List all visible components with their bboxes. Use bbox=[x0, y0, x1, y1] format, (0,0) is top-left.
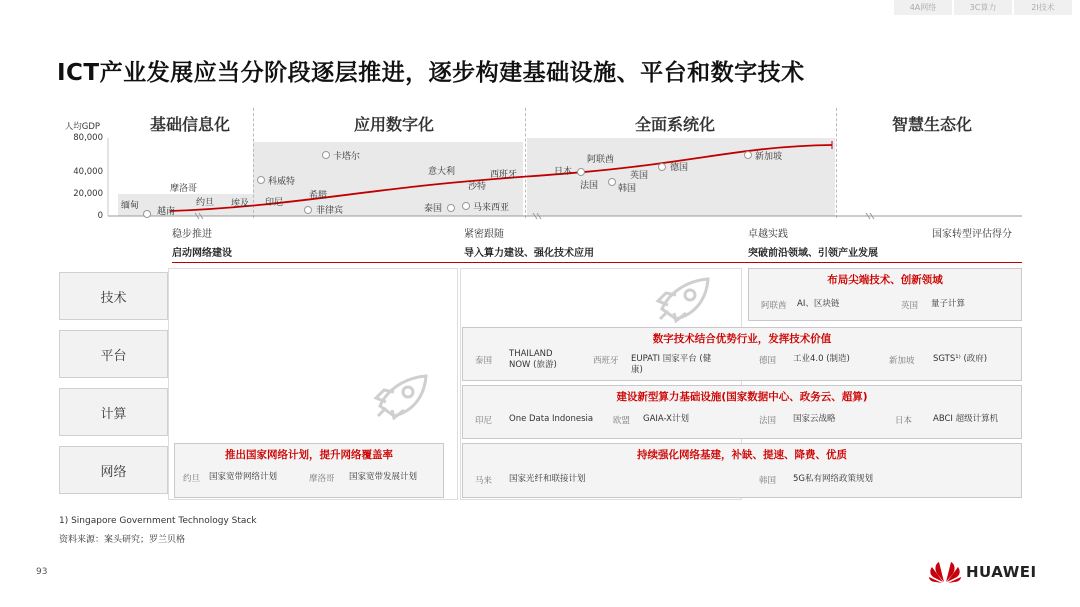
country-dot bbox=[744, 151, 752, 159]
network-right-country-1: 马来 bbox=[475, 476, 493, 486]
huawei-logo-icon bbox=[928, 558, 962, 584]
platform-country-2: 西班牙 bbox=[593, 356, 619, 366]
country-vietnam: 越南 bbox=[157, 207, 176, 217]
country-morocco: 摩洛哥 bbox=[170, 184, 198, 194]
footnote: 1) Singapore Government Technology Stack bbox=[59, 516, 257, 526]
row-header-platform: 平台 bbox=[59, 330, 168, 378]
tech-country-2: 英国 bbox=[901, 301, 919, 311]
y-tick-80000: 80,000 bbox=[73, 133, 103, 143]
compute-item-3: 国家云战略 bbox=[793, 414, 836, 424]
network-left-item-2: 国家宽带发展计划 bbox=[349, 472, 418, 482]
country-kuwait: 科威特 bbox=[268, 177, 296, 187]
tech-item-1: AI、区块链 bbox=[797, 299, 840, 309]
phase-application: 应用数字化 bbox=[353, 115, 434, 134]
compute-item-2: GAIA-X计划 bbox=[643, 414, 690, 424]
stage-1-label: 稳步推进 bbox=[172, 229, 212, 240]
country-dot bbox=[304, 206, 312, 214]
row-header-network: 网络 bbox=[59, 446, 168, 494]
row-header-tech: 技术 bbox=[59, 272, 168, 320]
stage-1-desc: 启动网络建设 bbox=[172, 248, 232, 259]
y-axis-label: 人均GDP bbox=[64, 122, 100, 132]
country-dot bbox=[143, 210, 151, 218]
country-dot bbox=[257, 176, 265, 184]
country-indonesia: 印尼 bbox=[265, 198, 284, 208]
y-tick-20000: 20,000 bbox=[73, 189, 103, 199]
country-japan: 日本 bbox=[554, 167, 573, 177]
stage-3-desc: 突破前沿领域、引领产业发展 bbox=[748, 248, 878, 259]
network-right-box bbox=[462, 443, 1022, 498]
tech-box-head: 布局尖端技术、创新领域 bbox=[827, 274, 943, 286]
country-thailand: 泰国 bbox=[424, 204, 443, 214]
platform-item-2: EUPATI 国家平台 (健康) bbox=[631, 354, 712, 375]
platform-country-4: 新加坡 bbox=[889, 356, 915, 366]
stage-2-label: 紧密跟随 bbox=[464, 229, 504, 240]
network-right-head: 持续强化网络基建，补缺、提速、降费、优质 bbox=[637, 449, 847, 461]
country-dot bbox=[462, 202, 470, 210]
tech-box bbox=[748, 268, 1022, 321]
source-note: 资料来源：案头研究；罗兰贝格 bbox=[59, 535, 186, 545]
platform-item-3: 工业4.0 (制造) bbox=[793, 354, 850, 364]
network-left-item-1: 国家宽带网络计划 bbox=[209, 472, 278, 482]
network-left-head: 推出国家网络计划，提升网络覆盖率 bbox=[225, 449, 393, 461]
country-malaysia: 马来西亚 bbox=[473, 203, 510, 213]
platform-item-4: SGTS¹⁾ (政府) bbox=[933, 354, 988, 364]
country-jordan: 约旦 bbox=[196, 198, 215, 208]
country-germany: 德国 bbox=[670, 163, 689, 173]
row-header-compute: 计算 bbox=[59, 388, 168, 436]
platform-item-1: THAILAND NOW (旅游) bbox=[509, 349, 557, 370]
score-label: 国家转型评估得分 bbox=[932, 229, 1012, 240]
country-uk: 英国 bbox=[630, 171, 649, 181]
y-tick-40000: 40,000 bbox=[73, 167, 103, 177]
red-divider bbox=[172, 262, 1022, 263]
platform-box bbox=[462, 327, 1022, 381]
tab-4a-network[interactable]: 4A网络 bbox=[894, 0, 952, 15]
country-dot bbox=[322, 151, 330, 159]
network-right-item-1: 国家光纤和联接计划 bbox=[509, 474, 586, 484]
tech-country-1: 阿联酋 bbox=[761, 301, 787, 311]
country-egypt: 埃及 bbox=[231, 199, 250, 209]
country-spain: 西班牙 bbox=[490, 170, 518, 180]
country-qatar: 卡塔尔 bbox=[333, 152, 361, 162]
stage-3-label: 卓越实践 bbox=[748, 229, 788, 240]
page-number: 93 bbox=[36, 567, 48, 577]
network-right-item-2: 5G私有网络政策规划 bbox=[793, 474, 873, 484]
compute-country-3: 法国 bbox=[759, 416, 777, 426]
country-singapore: 新加坡 bbox=[755, 152, 783, 162]
compute-country-2: 欧盟 bbox=[613, 416, 631, 426]
country-saudi: 沙特 bbox=[468, 182, 487, 192]
page-title: ICT产业发展应当分阶段逐层推进，逐步构建基础设施、平台和数字技术 bbox=[57, 60, 805, 86]
compute-item-1: One Data Indonesia bbox=[509, 414, 594, 424]
compute-box bbox=[462, 385, 1022, 439]
country-korea: 韩国 bbox=[618, 184, 637, 194]
brand-name: HUAWEI bbox=[966, 563, 1037, 581]
country-philippines: 菲律宾 bbox=[316, 206, 344, 216]
network-left-country-1: 约旦 bbox=[183, 474, 201, 484]
compute-item-4: ABCI 超级计算机 bbox=[933, 414, 999, 424]
platform-box-head: 数字技术结合优势行业，发挥技术价值 bbox=[652, 333, 832, 345]
country-france: 法国 bbox=[580, 181, 599, 191]
compute-country-4: 日本 bbox=[895, 416, 913, 426]
country-myanmar: 缅甸 bbox=[121, 201, 140, 211]
network-left-country-2: 摩洛哥 bbox=[309, 474, 335, 484]
country-dot bbox=[447, 204, 455, 212]
platform-country-3: 德国 bbox=[759, 356, 777, 366]
tab-2i-tech[interactable]: 2I技术 bbox=[1014, 0, 1072, 15]
country-greece: 希腊 bbox=[309, 191, 328, 201]
rocket-icon bbox=[654, 275, 714, 323]
stage-2-desc: 导入算力建设、强化技术应用 bbox=[464, 248, 594, 259]
country-dot bbox=[658, 163, 666, 171]
platform-country-1: 泰国 bbox=[475, 356, 493, 366]
rocket-icon bbox=[372, 372, 432, 420]
country-dot bbox=[577, 168, 585, 176]
country-italy: 意大利 bbox=[428, 167, 456, 177]
phase-basic: 基础信息化 bbox=[149, 115, 230, 134]
phase-smart: 智慧生态化 bbox=[891, 115, 972, 134]
compute-box-head: 建设新型算力基础设施(国家数据中心、政务云、超算) bbox=[616, 391, 868, 403]
tab-3c-compute[interactable]: 3C算力 bbox=[954, 0, 1012, 15]
country-uae: 阿联酋 bbox=[587, 155, 615, 165]
phase-system: 全面系统化 bbox=[634, 115, 715, 134]
tech-item-2: 量子计算 bbox=[931, 299, 966, 309]
network-left-box bbox=[174, 443, 444, 498]
compute-country-1: 印尼 bbox=[475, 416, 493, 426]
y-tick-0: 0 bbox=[97, 211, 103, 221]
network-right-country-2: 韩国 bbox=[759, 476, 777, 486]
country-dot bbox=[608, 178, 616, 186]
